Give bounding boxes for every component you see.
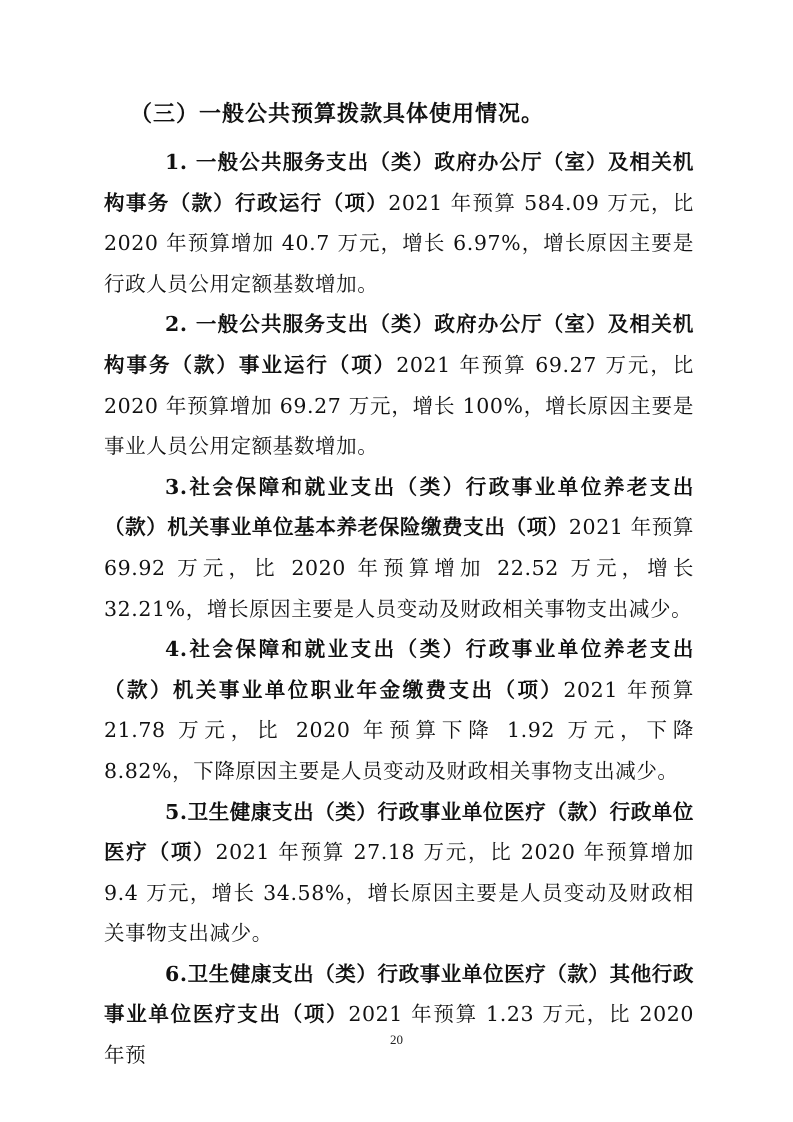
paragraph-5-title: 5.卫生健康支出（类）行政事业单位医疗（款）行政单位医疗（项）: [104, 799, 694, 865]
paragraph-1-title: 1. 一般公共服务支出（类）政府办公厅（室）及相关机构事务（款）行政运行（项）: [104, 150, 694, 215]
paragraph-2-title: 2. 一般公共服务支出（类）政府办公厅（室）及相关机构事务（款）事业运行（项）: [104, 312, 694, 377]
paragraph-6-title: 6.卫生健康支出（类）行政事业单位医疗（款）其他行政事业单位医疗支出（项）: [104, 961, 694, 1027]
paragraph-1: [104, 142, 694, 304]
paragraph-4-text: 2021 年预算 21.78 万元，比 2020 年预算下降 1.92 万元，下降 8.82%，下降原因主要是人员变动及财政相关事物支出减少。: [104, 677, 694, 783]
paragraph-3-title: 3.社会保障和就业支出（类）行政事业单位养老支出（款）机关事业单位基本养老保险缴费支出（项）: [104, 474, 694, 540]
paragraph-2-text: 2021 年预算 69.27 万元，比 2020 年预算增加 69.27 万元，增长 100%，增长原因主要是事业人员公用定额基数增加。: [104, 352, 694, 459]
page-number: 20: [390, 1032, 403, 1047]
section-heading: （三）一般公共预算拨款具体使用情况。: [130, 101, 545, 127]
paragraph-3-text: 2021 年预算 69.92 万元，比 2020 年预算增加 22.52 万元，增长 32.21%，增长原因主要是人员变动及财政相关事物支出减少。: [104, 515, 694, 621]
paragraph-5-text: 2021 年预算 27.18 万元，比 2020 年预算增加 9.4 万元，增长 34.58%，增长原因主要是人员变动及财政相关事物支出减少。: [104, 840, 694, 946]
paragraph-4-title: 4.社会保障和就业支出（类）行政事业单位养老支出（款）机关事业单位职业年金缴费支出（项）: [104, 637, 694, 702]
paragraph-4: [104, 629, 694, 791]
paragraph-6-text: 2021 年预算 1.23 万元，比 2020 年预: [104, 1002, 694, 1068]
paragraph-5: [104, 792, 694, 954]
paragraph-2: [104, 304, 694, 466]
paragraph-1-text: 2021 年预算 584.09 万元，比 2020 年预算增加 40.7 万元，增长 6.97%，增长原因主要是行政人员公用定额基数增加。: [104, 190, 694, 296]
paragraph-3: [104, 467, 694, 629]
paragraph-6: [104, 954, 694, 1076]
section-body: [104, 142, 694, 1076]
